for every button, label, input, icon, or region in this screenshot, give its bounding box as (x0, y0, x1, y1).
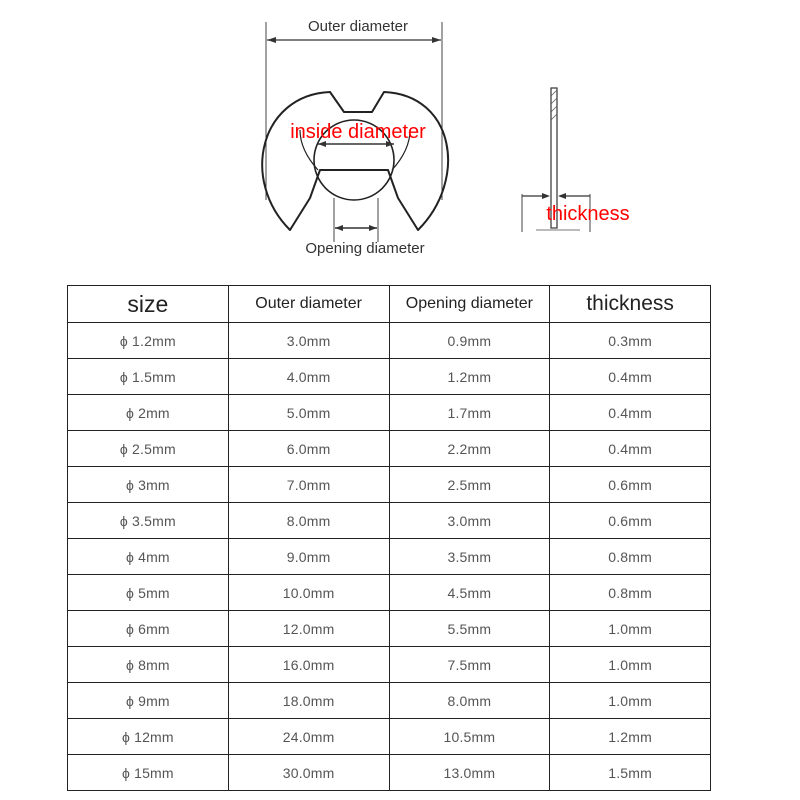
column-header-opening-diameter: Opening diameter (389, 286, 550, 323)
cell-outer-diameter: 3.0mm (228, 323, 389, 359)
cell-thickness: 1.5mm (550, 755, 711, 791)
inside-diameter-label: inside diameter (290, 121, 426, 143)
cell-outer-diameter: 12.0mm (228, 611, 389, 647)
cell-thickness: 1.0mm (550, 611, 711, 647)
cell-size: ϕ 1.5mm (68, 359, 229, 395)
table-row (68, 611, 711, 647)
thickness-label: thickness (546, 203, 630, 225)
cell-size: ϕ 1.2mm (68, 323, 229, 359)
cell-thickness: 1.0mm (550, 683, 711, 719)
table-row (68, 359, 711, 395)
cell-outer-diameter: 24.0mm (228, 719, 389, 755)
cell-opening-diameter: 7.5mm (389, 647, 550, 683)
table-row (68, 719, 711, 755)
cell-opening-diameter: 3.5mm (389, 539, 550, 575)
cell-opening-diameter: 1.7mm (389, 395, 550, 431)
cell-thickness: 0.8mm (550, 575, 711, 611)
table-row (68, 323, 711, 359)
table-header-row (68, 286, 711, 323)
cell-opening-diameter: 8.0mm (389, 683, 550, 719)
cell-outer-diameter: 18.0mm (228, 683, 389, 719)
cell-outer-diameter: 8.0mm (228, 503, 389, 539)
cell-outer-diameter: 16.0mm (228, 647, 389, 683)
cell-opening-diameter: 4.5mm (389, 575, 550, 611)
cell-size: ϕ 8mm (68, 647, 229, 683)
column-header-thickness: thickness (550, 286, 711, 323)
cell-outer-diameter: 9.0mm (228, 539, 389, 575)
cell-thickness: 1.0mm (550, 647, 711, 683)
cell-opening-diameter: 3.0mm (389, 503, 550, 539)
cell-thickness: 1.2mm (550, 719, 711, 755)
cell-outer-diameter: 10.0mm (228, 575, 389, 611)
opening-diameter-dimension (305, 198, 424, 257)
cell-size: ϕ 6mm (68, 611, 229, 647)
outer-diameter-dimension (266, 18, 442, 200)
cell-size: ϕ 2.5mm (68, 431, 229, 467)
cell-opening-diameter: 2.2mm (389, 431, 550, 467)
inside-diameter-dimension (290, 121, 426, 147)
column-header-size: size (68, 286, 229, 323)
cell-outer-diameter: 30.0mm (228, 755, 389, 791)
thickness-side-view (522, 88, 630, 232)
opening-diameter-label: Opening diameter (305, 240, 425, 257)
table-row (68, 755, 711, 791)
cell-outer-diameter: 5.0mm (228, 395, 389, 431)
cell-thickness: 0.4mm (550, 395, 711, 431)
column-header-outer-diameter: Outer diameter (228, 286, 389, 323)
cell-thickness: 0.4mm (550, 431, 711, 467)
table-row (68, 395, 711, 431)
table-row (68, 539, 711, 575)
table-row (68, 647, 711, 683)
cell-outer-diameter: 7.0mm (228, 467, 389, 503)
cell-opening-diameter: 0.9mm (389, 323, 550, 359)
cell-size: ϕ 15mm (68, 755, 229, 791)
cell-size: ϕ 3.5mm (68, 503, 229, 539)
cell-size: ϕ 4mm (68, 539, 229, 575)
cell-opening-diameter: 10.5mm (389, 719, 550, 755)
cell-size: ϕ 5mm (68, 575, 229, 611)
table-row (68, 683, 711, 719)
cell-outer-diameter: 4.0mm (228, 359, 389, 395)
cell-thickness: 0.6mm (550, 467, 711, 503)
size-spec-table (67, 285, 711, 791)
table-row (68, 431, 711, 467)
cell-size: ϕ 2mm (68, 395, 229, 431)
cell-thickness: 0.8mm (550, 539, 711, 575)
e-clip-shape (262, 92, 448, 230)
cell-opening-diameter: 1.2mm (389, 359, 550, 395)
cell-size: ϕ 3mm (68, 467, 229, 503)
cell-outer-diameter: 6.0mm (228, 431, 389, 467)
outer-diameter-label: Outer diameter (307, 18, 409, 35)
table-row (68, 503, 711, 539)
cell-size: ϕ 9mm (68, 683, 229, 719)
e-clip-diagram (0, 0, 800, 280)
table-row (68, 575, 711, 611)
cell-opening-diameter: 2.5mm (389, 467, 550, 503)
cell-thickness: 0.4mm (550, 359, 711, 395)
cell-opening-diameter: 13.0mm (389, 755, 550, 791)
table-row (68, 467, 711, 503)
cell-thickness: 0.3mm (550, 323, 711, 359)
cell-thickness: 0.6mm (550, 503, 711, 539)
cell-size: ϕ 12mm (68, 719, 229, 755)
cell-opening-diameter: 5.5mm (389, 611, 550, 647)
